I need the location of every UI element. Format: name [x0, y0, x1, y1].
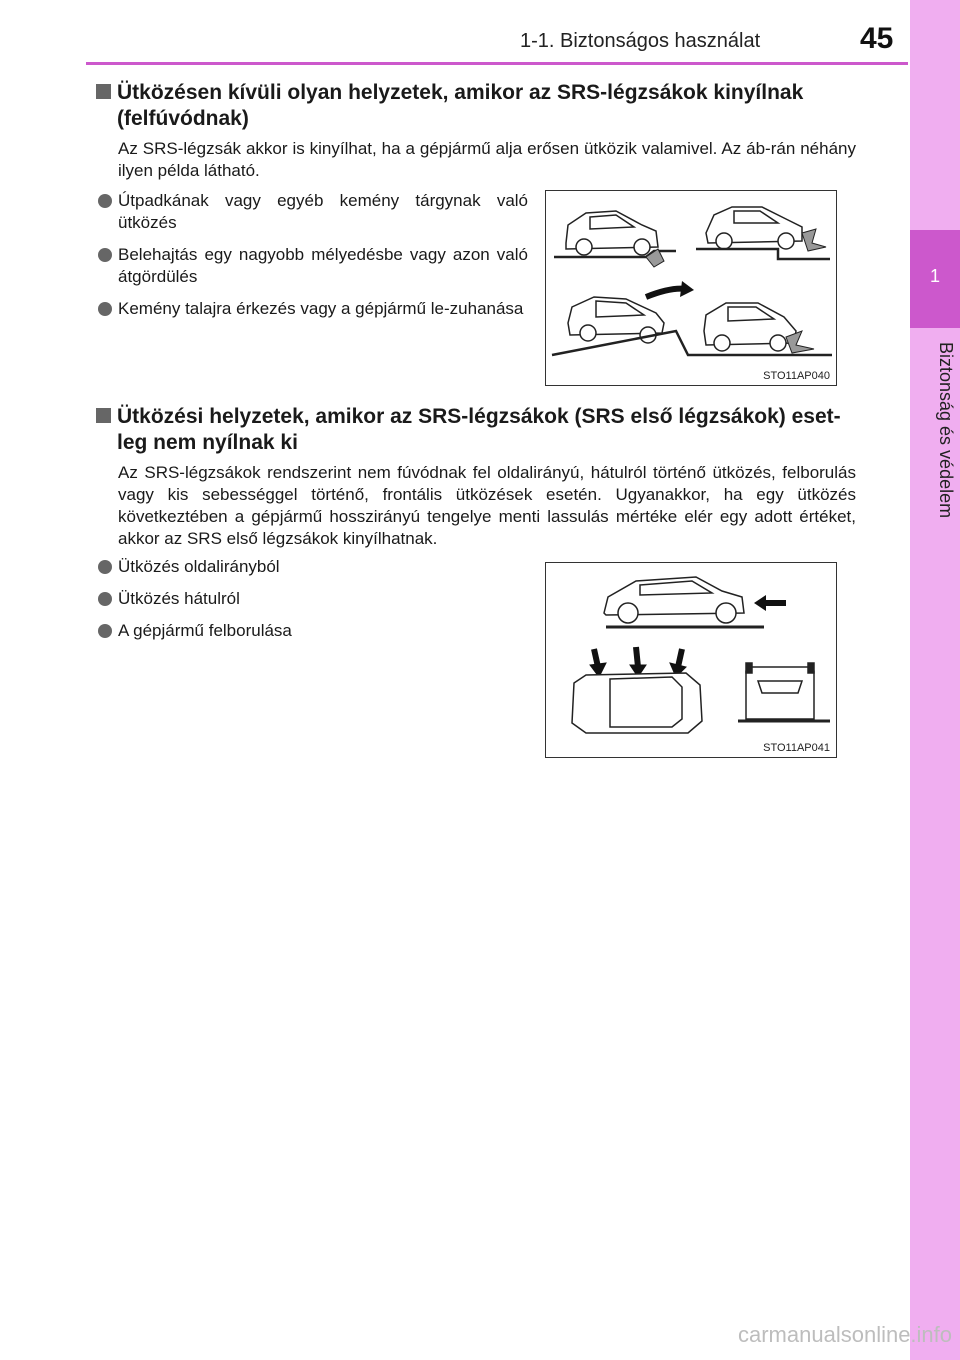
list-item: Ütközés hátulról: [96, 588, 528, 610]
page-number: 45: [860, 22, 894, 55]
list-item: A gépjármű felborulása: [96, 620, 528, 642]
section-heading-non-deployment: [96, 404, 856, 456]
round-bullet-icon: [98, 592, 112, 606]
list-item: Kemény talajra érkezés vagy a gépjármű le-zuhanása: [96, 298, 528, 320]
square-bullet-icon: [96, 84, 111, 99]
car-top-view-icon: [572, 673, 702, 733]
non-deployment-illustration: [546, 563, 836, 757]
list-item: Ütközés oldalirányból: [96, 556, 528, 578]
chapter-title: Biztonság és védelem: [936, 342, 956, 519]
car-side-view-icon: [604, 577, 744, 623]
figure-non-deployment-impacts: [545, 562, 837, 758]
header-rule: [86, 62, 908, 65]
section-heading-deployment: [96, 80, 856, 132]
car-pothole-icon: [706, 207, 802, 249]
figure-underbody-impacts: [545, 190, 837, 386]
list-item: Útpadkának vagy egyéb kemény tárgynak való ütközés: [96, 190, 528, 234]
list-item: Belehajtás egy nagyobb mélyedésbe vagy azon való átgördülés: [96, 244, 528, 288]
car-curb-icon: [566, 211, 658, 255]
running-header: 1-1. Biztonságos használat: [520, 30, 761, 52]
section1-bullet-list: [96, 190, 528, 330]
heading-text: Ütközési helyzetek, amikor az SRS-légzsákok (SRS első légzsákok) eset-: [117, 405, 841, 428]
square-bullet-icon: [96, 408, 111, 423]
chapter-number: 1: [929, 266, 940, 286]
round-bullet-icon: [98, 194, 112, 208]
car-rollover-icon: [746, 663, 814, 719]
chapter-side-tab: [910, 0, 960, 1360]
section2-paragraph: Az SRS-légzsákok rendszerint nem fúvódnak fel oldalirányú, hátulról történő ütközés, felborulás vagy kis sebességgel történő, frontális ütközések esetén. Ugyanakkor, ha egy ütközés következtében a gépjármű hosszirányú tengelye menti lassulás mértéke elér egy adott értéket, akkor az SRS első légzsákok kinyílhatnak.: [118, 463, 856, 548]
watermark: carmanualsonline.info: [738, 1322, 953, 1347]
heading-text: Ütközésen kívüli olyan helyzetek, amikor az SRS-légzsákok kinyílnak: [117, 81, 804, 104]
round-bullet-icon: [98, 302, 112, 316]
figure-caption: STO11AP041: [763, 742, 830, 754]
figure-caption: STO11AP040: [763, 370, 830, 382]
round-bullet-icon: [98, 624, 112, 638]
round-bullet-icon: [98, 248, 112, 262]
section1-paragraph: Az SRS-légzsák akkor is kinyílhat, ha a gépjármű alja erősen ütközik valamivel. Az áb-rán néhány ilyen példa látható.: [118, 139, 856, 180]
car-landing-icon: [704, 303, 796, 351]
section2-bullet-list: [96, 556, 528, 652]
heading-text-cont: leg nem nyílnak ki: [117, 431, 298, 454]
round-bullet-icon: [98, 560, 112, 574]
heading-text-cont: (felfúvódnak): [117, 107, 249, 130]
underbody-impact-illustration: [546, 191, 836, 385]
side-impact-arrows-icon: [590, 647, 686, 677]
